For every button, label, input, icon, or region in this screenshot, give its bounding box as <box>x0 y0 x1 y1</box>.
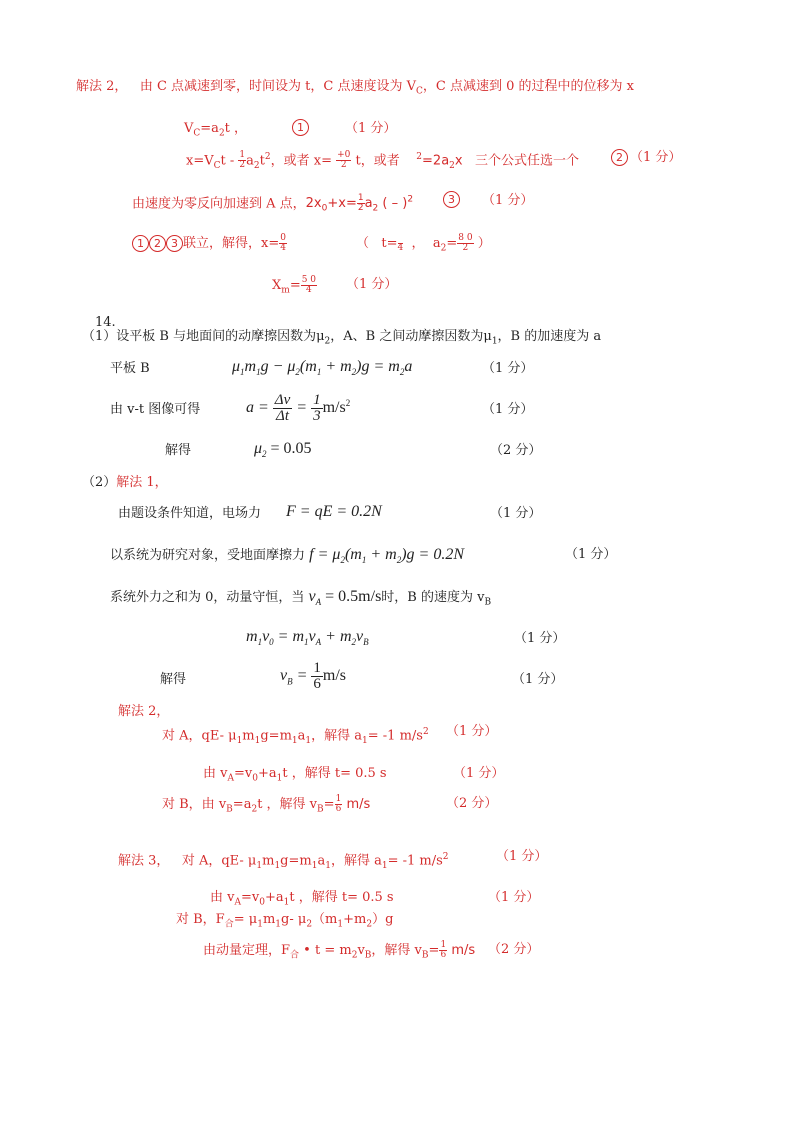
method3-line3: 对 B，$F_合= \mu_1m_1g-$ $\mu_2(m_1+m_2)g$ <box>176 912 394 930</box>
eq-xm: $X_m=$ $\frac{5 0}{4}$ <box>272 275 317 296</box>
method3-score4: （2 分） <box>488 942 540 957</box>
force-score: （1 分） <box>490 506 542 521</box>
method2-score2: （1 分） <box>453 766 505 781</box>
score-xm: （1 分） <box>346 277 398 292</box>
score-2: （1 分） <box>630 150 682 165</box>
eq-vc: $V_C=a_2t$ ， <box>184 121 248 139</box>
momentum-text: 系统外力之和为 0，动量守恒，当 $v_A = 0.5m/s$时，B 的速度为 $v_B$ <box>110 588 492 608</box>
solve-score: （1 分） <box>512 672 564 687</box>
part1-intro: （1）设平板 B 与地面间的动摩擦因数为$\mu_2$，A、B 之间动摩擦因数为$\mu_1$，B 的加速度为 a <box>82 329 602 347</box>
score-1: （1 分） <box>345 121 397 136</box>
force-equation: F = qE = 0.2N <box>286 503 382 520</box>
join-marker-1: 1 <box>132 235 149 252</box>
header-text-2: ，C 点减速到 0 的过程中的位移为 x <box>422 79 634 94</box>
method2-line2: 由 $v_A=v_0+a_1t$ ，解得 t= 0.5 s <box>203 766 387 784</box>
eq-marker-2: 2 <box>611 149 628 167</box>
method3-line2: 由 $v_A=v_0+a_1t$ ，解得 t= 0.5 s <box>210 890 394 908</box>
friction-text: 以系统为研究对象，受地面摩擦力 $f = \mu_2(m_1 + m_2)g = 0.2N$ <box>110 546 464 566</box>
method-label: 解法 2， <box>76 79 128 94</box>
graph-label: 由 v-t 图像可得 <box>110 402 201 417</box>
method2-line3: 对 B，由 $v_B=a_2t$ ，解得 $v_B=$ $\frac{1}{6}$ m/s <box>162 794 371 815</box>
eq-marker-1: 1 <box>292 119 309 137</box>
score-3: （1 分） <box>482 193 534 208</box>
eq-marker-3: 3 <box>443 191 460 209</box>
method3-line1: 解法 3， 对 A，qE- $\mu_1m_1g=m_1a_1$，解得 $a_1= -1$ $m/s^2$ <box>118 852 449 871</box>
board-label: 平板 B <box>110 361 150 376</box>
momentum-score: （1 分） <box>514 631 566 646</box>
eq-x: $x=V_Ct$ - $\frac{1}{2}$ $a_2t^2$，或者 x= $\frac{+0}{2}$ t，或者 $^2=2a_2x$ 三个公式任选一个 <box>186 150 580 171</box>
join-line: 1 2 3 联立，解得，x= $\frac{0}{4}$ <box>132 234 287 253</box>
join-marker-2: 2 <box>149 235 166 252</box>
momentum-equation: $m_1v_0 = m_1v_A + m_2v_B$ <box>246 628 369 648</box>
method3-line4: 由动量定理，$F_合$ • $t = m_2v_B$，解得 $v_B=$ $\frac{1}{6}$ m/s <box>203 940 476 961</box>
question-number: 14. <box>95 315 116 330</box>
join-marker-3: 3 <box>166 235 183 252</box>
board-score: （1 分） <box>482 361 534 376</box>
result-equation: $\mu_2 = 0.05$ <box>254 440 312 460</box>
solution2-header: 解法 2， 由 C 点减速到零，时间设为 t，C 点速度设为 $V_C$，C 点减速到 0 的过程中的位移为 x <box>76 79 634 97</box>
method2-label: 解法 2， <box>118 704 170 719</box>
method2-score3: （2 分） <box>446 796 498 811</box>
board-equation: $\mu_1m_1g - \mu_2(m_1 + m_2)g = m_2a$ <box>232 358 413 378</box>
friction-score: （1 分） <box>565 547 617 562</box>
graph-score: （1 分） <box>482 402 534 417</box>
force-text: 由题设条件知道，电场力 <box>118 506 262 521</box>
method3-score2: （1 分） <box>488 890 540 905</box>
method3-score1: （1 分） <box>496 849 548 864</box>
graph-equation: a = $\frac{\Delta v}{\Delta t}$ = $\frac{1}{3}$ $m/s^2$ <box>246 392 351 424</box>
join-extra: （ t= 4 ， $a_2=$ $\frac{8 0}{2}$ ） <box>356 233 491 254</box>
method2-score1: （1 分） <box>446 724 498 739</box>
part2-intro: （2）解法 1， <box>82 475 168 490</box>
eq-reverse: 由速度为零反向加速到 A 点，$2x_0+x=$ $\frac{1}{2}$ $a_2$ ( – )$^2$ <box>132 193 414 214</box>
solve-label: 解得 <box>160 672 187 687</box>
method2-line1: 对 A，qE- $\mu_1m_1g=m_1a_1$，解得 $a_1= -1$ $m/s^2$ <box>162 727 429 746</box>
solve-equation: $v_B$ = $\frac{1}{6}$ m/s <box>280 660 347 692</box>
header-text: 由 C 点减速到零，时间设为 t，C 点速度设为 V <box>139 79 416 94</box>
result-score: （2 分） <box>490 443 542 458</box>
result-label: 解得 <box>165 443 192 458</box>
